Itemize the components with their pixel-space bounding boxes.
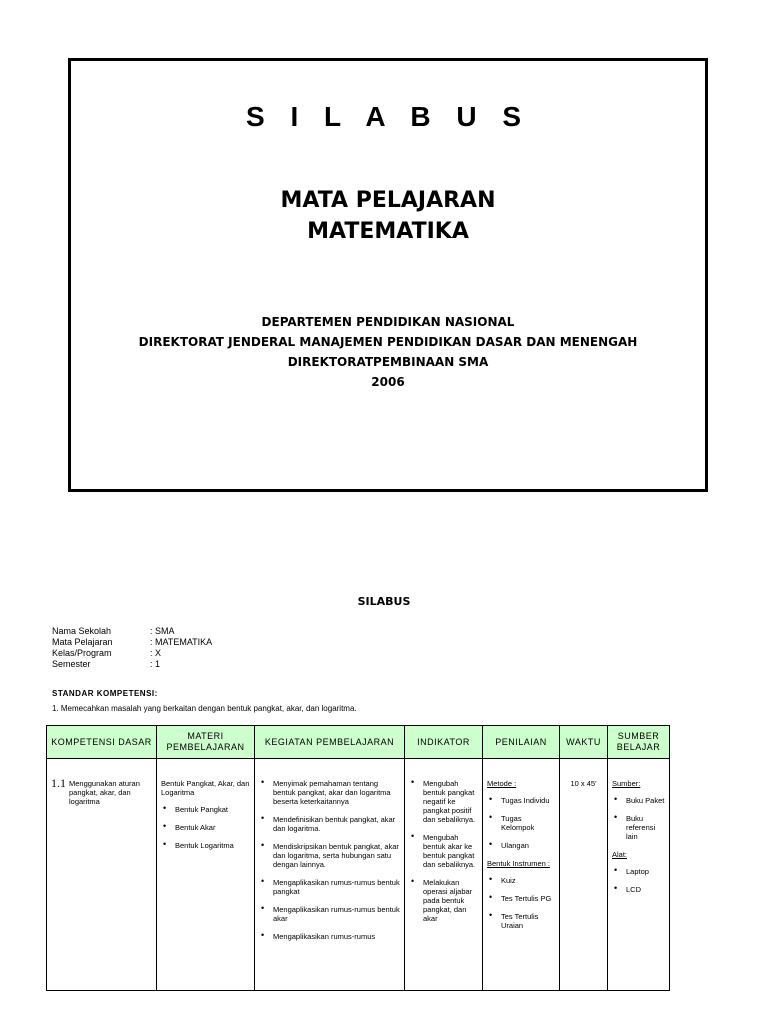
header-materi: MATERI PEMBELAJARAN <box>157 726 255 759</box>
sumber-list <box>612 796 665 841</box>
subject-line-1: MATA PELAJARAN <box>280 188 496 213</box>
metode-list <box>487 796 555 850</box>
list-item: • Melakukan operasi aljabar pada bentuk pangkat, dan akar <box>409 878 478 923</box>
cover-title: S I L A B U S <box>246 101 530 132</box>
list-item: • Kuiz <box>487 876 555 885</box>
alat-label: Alat: <box>612 850 628 859</box>
cover-frame <box>68 58 708 492</box>
list-item: • Mengaplikasikan rumus-rumus bentuk akar <box>259 905 400 923</box>
header-waktu: WAKTU <box>560 726 608 759</box>
standar-kompetensi-heading: STANDAR KOMPETENSI: <box>52 689 158 698</box>
org-line-1: DEPARTEMEN PENDIDIKAN NASIONAL <box>261 315 515 329</box>
info-label: Mata Pelajaran <box>52 637 113 647</box>
cell-waktu <box>560 759 608 991</box>
list-item: • Bentuk Logaritma <box>161 841 250 850</box>
info-value: : X <box>150 648 162 658</box>
info-value: : MATEMATIKA <box>150 637 213 647</box>
silabus-table <box>46 725 670 991</box>
kegiatan-list <box>259 779 400 941</box>
indikator-list <box>409 779 478 923</box>
list-item: • Mengubah bentuk akar ke bentuk pangkat dan sebaliknya. <box>409 833 478 869</box>
waktu-value: 10 x 45' <box>570 779 597 788</box>
header-indikator: INDIKATOR <box>405 726 483 759</box>
info-row <box>52 648 212 659</box>
school-info <box>52 626 212 670</box>
metode-label: Metode : <box>487 779 517 788</box>
instrumen-list <box>487 876 555 930</box>
list-item: • Tugas Kelompok <box>487 814 555 832</box>
list-item: • Mendefinisikan bentuk pangkat, akar dan logaritma. <box>259 815 400 833</box>
list-item: • Bentuk Pangkat <box>161 805 250 814</box>
cell-kompetensi-dasar <box>47 759 157 991</box>
list-item: • Menyimak pemahaman tentang bentuk pangkat, akar dan logaritma beserta keterkaitannya <box>259 779 400 806</box>
cover-organization <box>71 312 705 392</box>
cell-penilaian <box>483 759 560 991</box>
instrumen-label: Bentuk Instrumen : <box>487 859 550 868</box>
standar-kompetensi-text: 1. Memecahkan masalah yang berkaitan dengan bentuk pangkat, akar, dan logaritma. <box>52 704 357 713</box>
list-item: • Buku referensi lain <box>612 814 665 841</box>
org-line-3: DIREKTORATPEMBINAAN SMA <box>287 355 489 369</box>
cover-subject <box>71 185 705 247</box>
page-title: SILABUS <box>357 595 411 608</box>
info-label: Nama Sekolah <box>52 626 112 636</box>
table-row <box>47 759 670 991</box>
info-label: Semester <box>52 659 91 669</box>
org-line-2: DIREKTORAT JENDERAL MANAJEMEN PENDIDIKAN DASAR DAN MENENGAH <box>138 335 638 349</box>
kd-number: 1.1 <box>51 776 66 790</box>
info-value: : 1 <box>150 659 161 669</box>
info-row <box>52 626 212 637</box>
materi-heading: Bentuk Pangkat, Akar, dan Logaritma <box>161 779 250 797</box>
materi-list <box>161 805 250 850</box>
list-item: • Mengaplikasikan rumus-rumus <box>259 932 400 941</box>
header-kompetensi-dasar: KOMPETENSI DASAR <box>47 726 157 759</box>
cell-sumber <box>608 759 670 991</box>
list-item: • Mendiskripsikan bentuk pangkat, akar dan logaritma, serta hubungan satu dengan lainnya. <box>259 842 400 869</box>
cell-kegiatan <box>255 759 405 991</box>
list-item: • Laptop <box>612 867 665 876</box>
list-item: • Tes Tertulis Uraian <box>487 912 555 930</box>
header-penilaian: PENILAIAN <box>483 726 560 759</box>
cell-materi <box>157 759 255 991</box>
info-label: Kelas/Program <box>52 648 112 658</box>
list-item: • Mengubah bentuk pangkat negatif ke pangkat positif dan sebaliknya. <box>409 779 478 824</box>
cover-year: 2006 <box>371 375 405 389</box>
info-value: : SMA <box>150 626 175 636</box>
table-header-row <box>47 726 670 759</box>
list-item: • Bentuk Akar <box>161 823 250 832</box>
subject-line-2: MATEMATIKA <box>307 219 469 244</box>
list-item: • Mengaplikasikan rumus-rumus bentuk pangkat <box>259 878 400 896</box>
sumber-label: Sumber: <box>612 779 641 788</box>
info-row <box>52 637 212 648</box>
list-item: • Buku Paket <box>612 796 665 805</box>
alat-list <box>612 867 665 894</box>
header-kegiatan: KEGIATAN PEMBELAJARAN <box>255 726 405 759</box>
kd-text: Menggunakan aturan pangkat, akar, dan logaritma <box>69 779 140 806</box>
list-item: • Tes Tertulis PG <box>487 894 555 903</box>
list-item: • Ulangan <box>487 841 555 850</box>
list-item: • Tugas Individu <box>487 796 555 805</box>
header-sumber: SUMBER BELAJAR <box>608 726 670 759</box>
info-row <box>52 659 212 670</box>
cell-indikator <box>405 759 483 991</box>
list-item: • LCD <box>612 885 665 894</box>
kd-entry <box>51 776 152 806</box>
